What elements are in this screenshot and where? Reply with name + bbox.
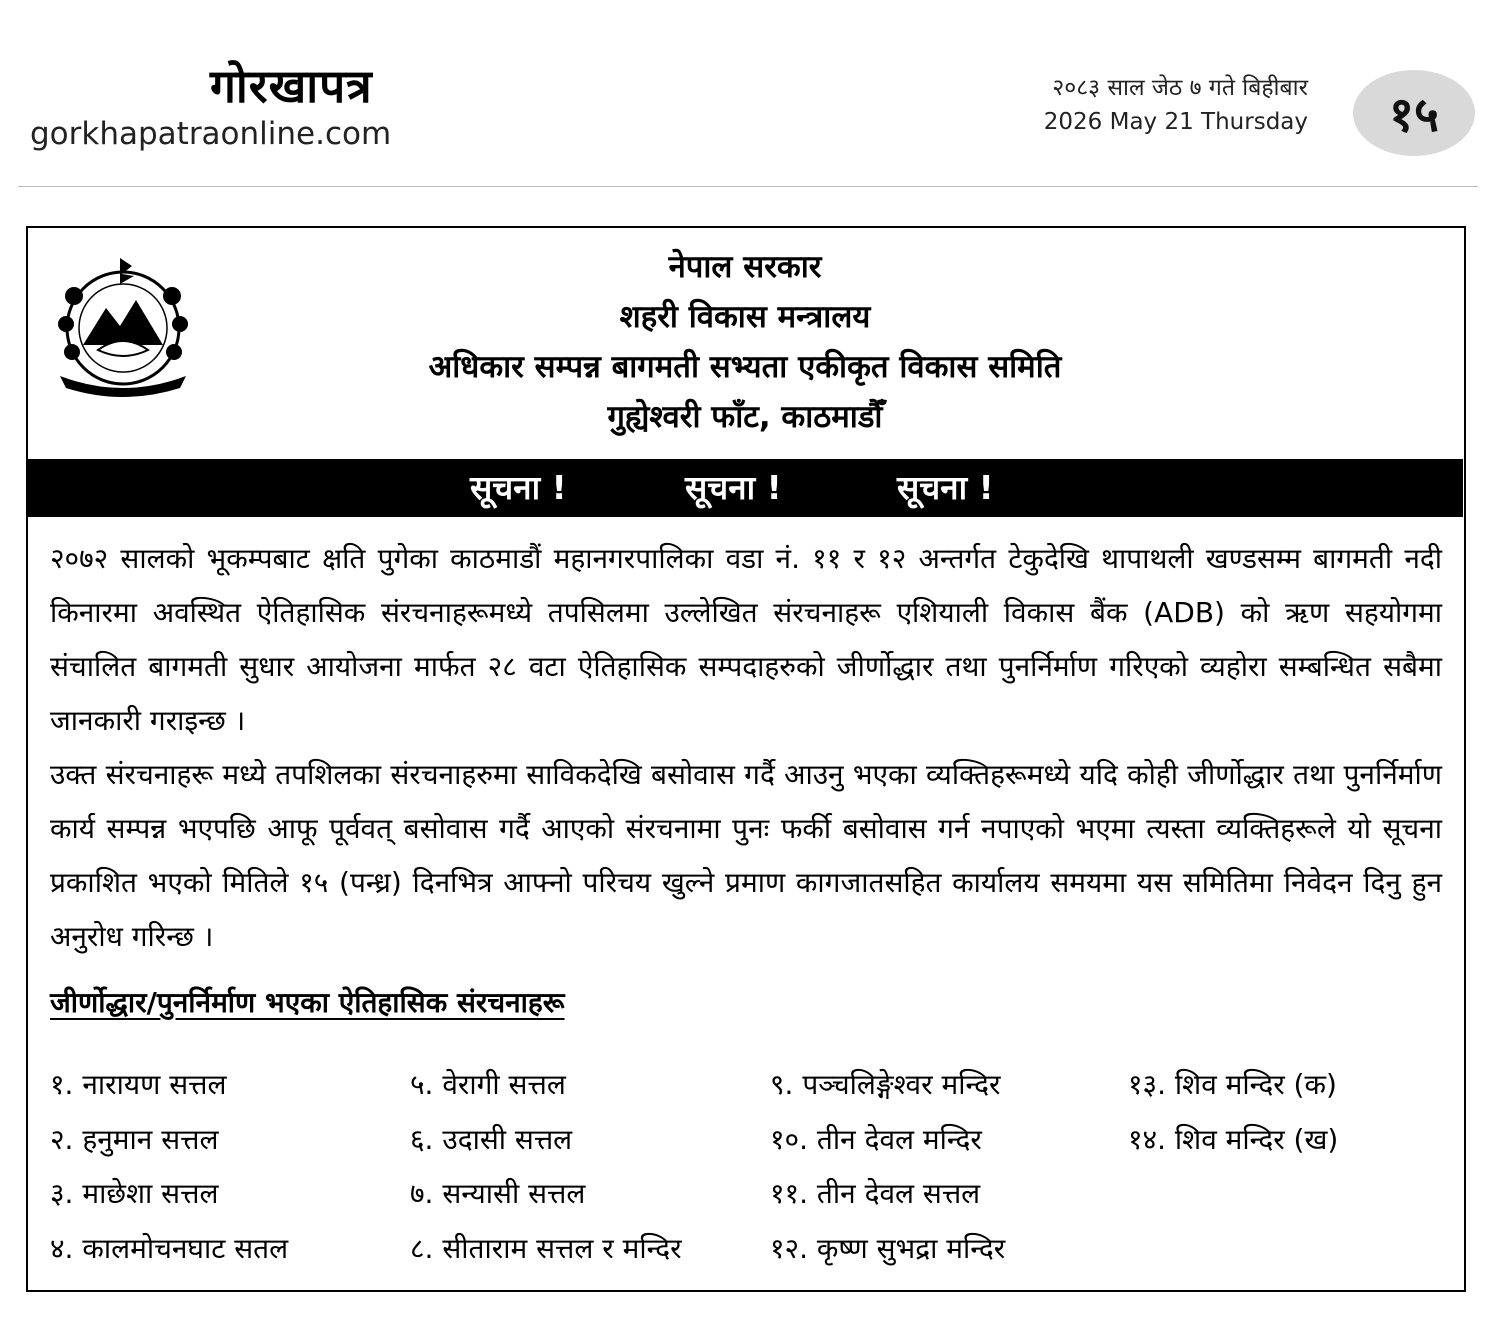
- list-item: ५. वेरागी सत्तल: [410, 1068, 566, 1101]
- issuer-government: नेपाल सरकार: [668, 249, 822, 285]
- date-nepali: २०८३ साल जेठ ७ गते बिहीबार: [1052, 75, 1308, 101]
- list-item: ६. उदासी सत्तल: [410, 1122, 573, 1156]
- government-emblem-icon: [48, 250, 198, 400]
- list-item: ८. सीताराम सत्तल र मन्दिर: [410, 1231, 682, 1265]
- list-item: ९. पञ्चलिङ्गेश्वर मन्दिर: [770, 1068, 1001, 1101]
- sites-column: [1128, 1058, 1338, 1167]
- issuer-committee: अधिकार सम्पन्न बागमती सभ्यता एकीकृत विकास समिति: [428, 349, 1062, 385]
- sites-column: [770, 1058, 1005, 1276]
- notice-banner: [27, 459, 1463, 517]
- notice-header: [250, 242, 1240, 442]
- list-item: ७. सन्यासी सत्तल: [410, 1177, 586, 1210]
- issuer-address: गुह्येश्वरी फाँट, काठमाडौँ: [607, 399, 883, 435]
- notice-paragraph: २०७२ सालको भूकम्पबाट क्षति पुगेका काठमाडौं महानगरपालिका वडा नं. ११ र १२ अन्तर्गत टेकुदेखि थापाथली खण्डसम्म बागमती नदी किनारमा अवस्थित ऐतिहासिक संरचनाहरूमध्ये तपसिलमा उल्लेखित संरचनाहरू एशियाली विकास बैंक (ADB) को ऋण सहयोगमा संचालित बागमती सुधार आयोजना मार्फत २८ वटा ऐतिहासिक सम्पदाहरुको जीर्णोद्धार तथा पुनर्निर्माण गरिएको व्यहोरा सम्बन्धित सबैमा जानकारी गराइन्छ ।: [50, 542, 1442, 737]
- sites-list: [50, 1058, 1450, 1278]
- newspaper-url: gorkhapatraonline.com: [30, 116, 392, 152]
- list-item: ३. माछेशा सत्तल: [50, 1177, 219, 1210]
- list-item: १०. तीन देवल मन्दिर: [770, 1122, 982, 1156]
- banner-word: सूचना !: [470, 468, 567, 507]
- list-item: ४. कालमोचनघाट सतल: [50, 1231, 289, 1265]
- list-item: ११. तीन देवल सत्तल: [770, 1177, 981, 1210]
- list-item: २. हनुमान सत्तल: [50, 1122, 219, 1156]
- sites-list-heading: जीर्णोद्धार/पुनर्निर्माण भएका ऐतिहासिक संरचनाहरू: [50, 986, 565, 1019]
- list-item: १४. शिव मन्दिर (ख): [1128, 1122, 1339, 1156]
- notice-body: [50, 532, 1442, 964]
- notice-paragraph: उक्त संरचनाहरू मध्ये तपशिलका संरचनाहरुमा साविकदेखि बसोवास गर्दै आउनु भएका व्यक्तिहरूमध्ये यदि कोही जीर्णोद्धार तथा पुनर्निर्माण कार्य सम्पन्न भएपछि आफू पूर्ववत् बसोवास गर्दै आएको संरचनामा पुनः फर्की बसोवास गर्न नपाएको भएमा त्यस्ता व्यक्तिहरूले यो सूचना प्रकाशित भएको मितिले १५ (पन्ध्र) दिनभित्र आफ्नो परिचय खुल्ने प्रमाण कागजातसहित कार्यालय समयमा यस समितिमा निवेदन दिनु हुन अनुरोध गरिन्छ ।: [50, 758, 1442, 953]
- list-item: १. नारायण सत्तल: [50, 1068, 227, 1101]
- newspaper-title: गोरखापत्र: [210, 59, 373, 113]
- sites-column: [50, 1058, 288, 1276]
- sites-column: [410, 1058, 682, 1276]
- banner-word: सूचना !: [685, 468, 782, 507]
- banner-word: सूचना !: [897, 468, 994, 507]
- issuer-ministry: शहरी विकास मन्त्रालय: [619, 299, 871, 335]
- list-item: १३. शिव मन्दिर (क): [1128, 1068, 1337, 1101]
- date-english: 2026 May 21 Thursday: [1043, 109, 1308, 135]
- masthead-divider: [18, 186, 1478, 187]
- list-item: १२. कृष्ण सुभद्रा मन्दिर: [770, 1231, 1006, 1265]
- page-number-badge: १५: [1353, 70, 1475, 156]
